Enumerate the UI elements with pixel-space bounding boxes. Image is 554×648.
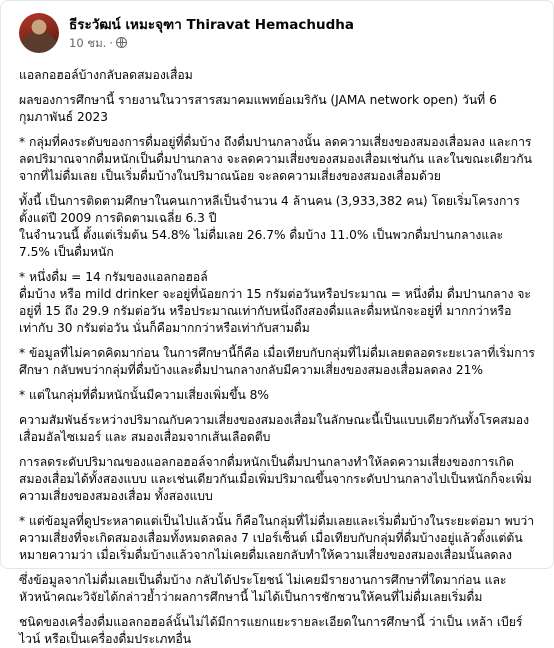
post-paragraph: * ข้อมูลที่ไม่คาดคิดมาก่อน ในการศึกษานี้ก็คือ เมื่อเทียบกับกลุ่มที่ไม่ดื่มเลยตลอดระยะเวลาที่เริ่มการศึกษา กลับพบว่ากลุ่มที่ดื่มบ้างและดื่มปานกลางกลับมีความเสี่ยงของสมองเสื่อมลดลง 21% [19,346,535,377]
post-meta [69,16,354,51]
post-paragraph: * กลุ่มที่คงระดับของการดื่มอยู่ที่ดื่มบ้าง ถึงดื่มปานกลางนั้น ลดความเสี่ยงของสมองเสื่อมลง และการลดปริมาณจากดื่มหนักเป็นดื่มปานกลาง จะลดความเสี่ยงของสมองเสื่อมเช่นกัน และในขณะเดียวกันจากที่ไม่ดื่มเลย เป็นเริ่มดื่มบ้างในปริมาณน้อย จะลดความเสี่ยงของสมองเสื่อมด้วย [19,135,532,183]
post-timestamp[interactable]: 10 ชม. [69,35,107,50]
post-paragraph: * หนึ่งดื่ม = 14 กรัมของแอลกอฮอล์ [19,270,208,284]
post-header [1,1,553,55]
author-name[interactable]: ธีระวัฒน์ เหมะจุฑา Thiravat Hemachudha [69,16,355,33]
post-paragraph: ในจำนวนนี้ ตั้งแต่เริ่มต้น 54.8% ไม่ดื่มเลย 26.7% ดื่มบ้าง 11.0% เป็นพวกดื่มปานกลางและ 7.5% เป็นดื่มหนัก [19,228,504,259]
separator-dot: · [109,35,113,50]
post-paragraph: แอลกอฮอล์บ้างกลับลดสมองเสื่อม [19,68,193,82]
post-paragraph: ซึ่งข้อมูลจากไม่ดื่มเลยเป็นดื่มบ้าง กลับได้ประโยชน์ ไม่เคยมีรายงานการศึกษาที่ใดมาก่อน และหัวหน้าคณะวิจัยได้กล่าวย้ำว่าผลการศึกษานี้ ไม่ได้เป็นการชักชวนให้คนที่ไม่ดื่มเลยเริ่มดื่ม [19,573,507,604]
post-paragraph: ความสัมพันธ์ระหว่างปริมาณกับความเสี่ยงของสมองเสื่อมในลักษณะนี้เป็นแบบเดียวกันทั้งโรคสมองเสื่อมอัลไซเมอร์ และ สมองเสื่อมจากเส้นเลือดตีบ [19,413,530,444]
post-paragraph: การลดระดับปริมาณของแอลกอฮอล์จากดื่มหนักเป็นดื่มปานกลางทำให้ลดความเสี่ยงของการเกิดสมองเสื่อมได้ทั้งสองแบบ และเช่นเดียวกันเมื่อเพิ่มปริมาณขึ้นจากระดับปานกลางไปเป็นหนักก็จะเพิ่มความเสี่ยงของสมองเสื่อม ทั้งสองแบบ [19,455,532,503]
post-paragraph: ดื่มบ้าง หรือ mild drinker จะอยู่ที่น้อยกว่า 15 กรัมต่อวันหรือประมาณ = หนึ่งดื่ม ดื่มปานกลาง จะอยู่ที่ 15 ถึง 29.9 กรัมต่อวัน หรือประมาณเท่ากับหนึ่งถึงสองดื่มและดื่มหนักจะอยู่ที่ มากกว่าหรือเท่ากับ 30 กรัมต่อวัน นั่นก็คือมากกว่าหรือเท่ากับสามดื่ม [19,287,531,335]
post-paragraph: * แต่ข้อมูลที่ดูประหลาดแต่เป็นไปแล้วนั้น ก็คือในกลุ่มที่ไม่ดื่มเลยและเริ่มดื่มบ้างในระยะต่อมา พบว่าความเสี่ยงที่จะเกิดสมองเสื่อมทั้งหมดลดลง 7 เปอร์เซ็นต์ เมื่อเทียบกับกลุ่มที่ดื่มบ้างอยู่แล้วตั้งแต่ต้น หมายความว่า เมื่อเริ่มดื่มบ้างแล้วจากไม่เคยดื่มเลยกลับทำให้ความเสี่ยงของสมองเสื่อมนั้นลดลง [19,514,535,562]
globe-icon [116,37,127,48]
post-paragraph: ทั้งนี้ เป็นการติดตามศึกษาในคนเกาหลีเป็นจำนวน 4 ล้านคน (3,933,382 คน) โดยเริ่มโครงการตั้งแต่ปี 2009 การติดตามเฉลี่ย 6.3 ปี [19,194,520,225]
post-paragraph: ชนิดของเครื่องดื่มแอลกอฮอล์นั้นไม่ได้มีการแยกแยะรายละเอียดในการศึกษานี้ ว่าเป็น เหล้า เบียร์ ไวน์ หรือเป็นเครื่องดื่มประเภทอื่น [19,615,523,646]
post-paragraph: * แต่ในกลุ่มที่ดื่มหนักนั้นมีความเสี่ยงเพิ่มขึ้น 8% [19,388,269,402]
post-subline [69,35,354,51]
post-body [1,55,553,648]
post-paragraph: ผลของการศึกษานี้ รายงานในวารสารสมาคมแพทย์อเมริกัน (JAMA network open) วันที่ 6 กุมภาพันธ์ 2023 [19,93,497,124]
author-avatar[interactable] [19,13,59,53]
